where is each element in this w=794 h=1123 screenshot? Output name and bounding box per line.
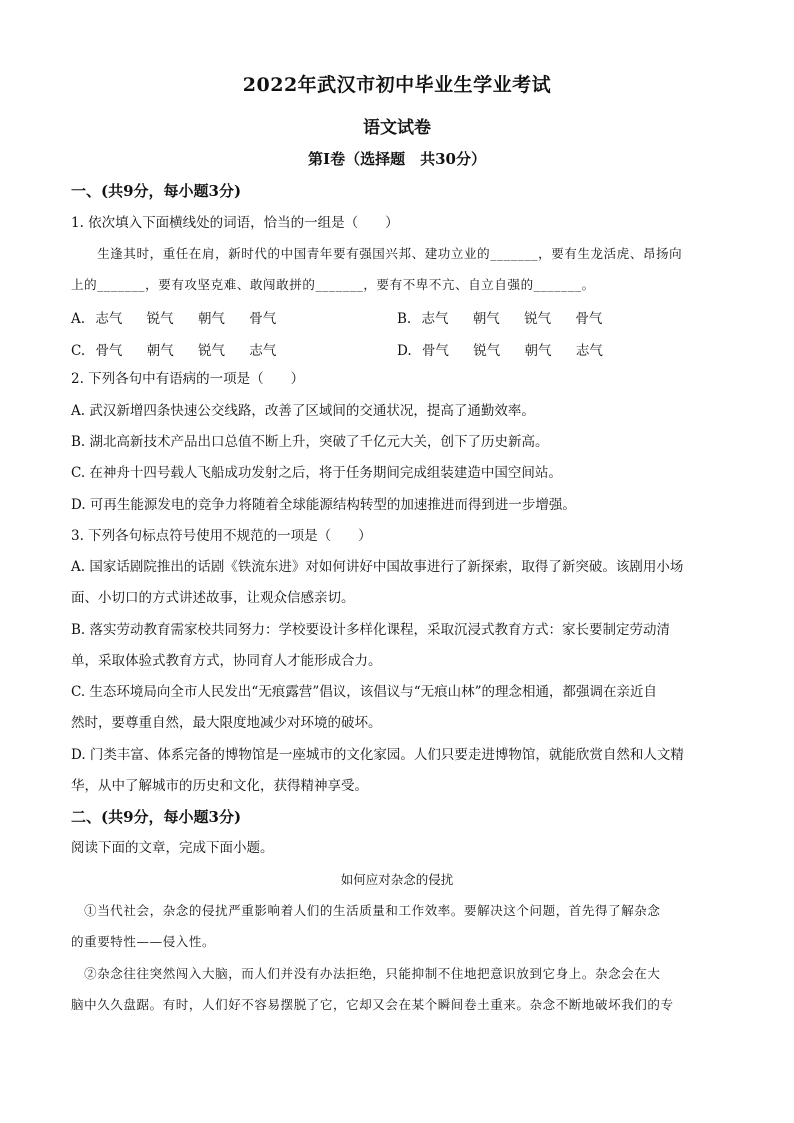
q2-option-c: C. 在神舟十四号载人飞船成功发射之后，将于任务期间完成组装建造中国空间站。 [71,465,562,481]
q3-option-c-line2: 然时，要尊重自然，最大限度地减少对环境的破坏。 [71,715,382,731]
q3-stem: 3. 下列各句标点符号使用不规范的一项是（ ） [71,528,372,544]
q1-option-c-word1: 骨气 [95,343,123,359]
article-p2-line2: 脑中久久盘踞。有时，人们好不容易摆脱了它，它却又会在某个瞬间卷土重来。杂念不断地破坏我们的专 [71,997,674,1012]
q1-option-d-word1: 骨气 [421,343,449,359]
paper-label: 第Ⅰ卷（选择题 共30分） [308,150,486,168]
q1-option-b [397,307,622,327]
q1-option-a-word3: 朝气 [197,311,225,327]
q1-option-b-word3: 锐气 [524,311,552,327]
q1-option-a [71,307,296,327]
q1-option-a-word4: 骨气 [249,311,277,327]
q1-option-d [397,339,623,359]
q3-option-b-line1: B. 落实劳动教育需家校共同努力：学校要设计多样化课程，采取沉浸式教育方式：家长要制定劳动清 [71,622,671,638]
exam-title: 2022年武汉市初中毕业生学业考试 [242,74,552,96]
exam-subtitle: 语文试卷 [363,118,431,138]
q1-option-d-word3: 朝气 [524,343,552,359]
q2-option-d: D. 可再生能源发电的竞争力将随着全球能源结构转型的加速推进而得到进一步增强。 [71,497,576,513]
q3-option-a-line2: 面、小切口的方式讲述故事，让观众信感亲切。 [71,590,355,606]
article-p1-line2: 的重要特性——侵入性。 [71,934,216,949]
q3-option-d-line1: D. 门类丰富、体系完备的博物馆是一座城市的文化家园。人们只要走进博物馆，就能欣赏自然和人文精 [71,747,684,763]
q1-option-a-word1: 志气 [95,311,123,327]
q1-stem: 1. 依次填入下面横线处的词语，恰当的一组是（ ） [71,215,399,231]
q1-option-c-word2: 朝气 [146,343,174,359]
q1-passage-line2: 上的_______，要有攻坚克难、敢闯敢拼的_______，要有不卑不亢、自立自强的_______。 [71,277,595,292]
q1-option-b-label: B. [397,311,412,327]
q3-option-c-line1: C. 生态环境局向全市人民发出“无痕露营”倡议，该倡议与“无痕山林”的理念相通，都强调在亲近自 [71,684,658,700]
q1-option-b-word4: 骨气 [575,311,603,327]
q1-passage-line1: 生逢其时，重任在肩，新时代的中国青年要有强国兴邦、建功立业的_______，要有生龙活虎、昂扬向 [71,246,683,261]
q1-option-c-label: C. [71,343,86,359]
q2-option-b: B. 湖北高新技术产品出口总值不断上升，突破了千亿元大关，创下了历史新高。 [71,434,549,450]
q1-option-c-word4: 志气 [249,343,277,359]
article-p2-line1: ②杂念往往突然闯入大脑，而人们并没有办法拒绝，只能抑制不住地把意识放到它身上。杂念会在大 [71,966,661,981]
section1-heading: 一、(共9分，每小题3分) [71,182,242,200]
q1-option-d-word4: 志气 [575,343,603,359]
q1-option-b-word1: 志气 [421,311,449,327]
section2-heading: 二、(共9分，每小题3分) [71,808,242,826]
q1-option-d-label: D. [397,343,412,359]
q1-option-c-word3: 锐气 [198,343,226,359]
q1-option-c [71,339,296,359]
q3-option-d-line2: 华，从中了解城市的历史和文化，获得精神享受。 [71,778,368,794]
q1-option-d-word2: 锐气 [473,343,501,359]
section2-intro: 阅读下面的文章，完成下面小题。 [71,840,274,856]
q2-stem: 2. 下列各句中有语病的一项是（ ） [71,371,305,387]
q2-option-a: A. 武汉新增四条快速公交线路，改善了区域间的交通状况，提高了通勤效率。 [71,403,535,419]
q3-option-a-line1: A. 国家话剧院推出的话剧《铁流东进》对如何讲好中国故事进行了新探索，取得了新突破。该剧用小场 [71,559,684,575]
q1-option-b-word2: 朝气 [472,311,500,327]
article-p1-line1: ①当代社会，杂念的侵扰严重影响着人们的生活质量和工作效率。要解决这个问题，首先得了解杂念 [71,903,661,918]
q3-option-b-line2: 单，采取体验式教育方式，协同育人才能形成合力。 [71,653,382,669]
article-title: 如何应对杂念的侵扰 [340,872,454,887]
q1-option-a-word2: 锐气 [146,311,174,327]
q1-option-a-label: A. [71,311,86,327]
